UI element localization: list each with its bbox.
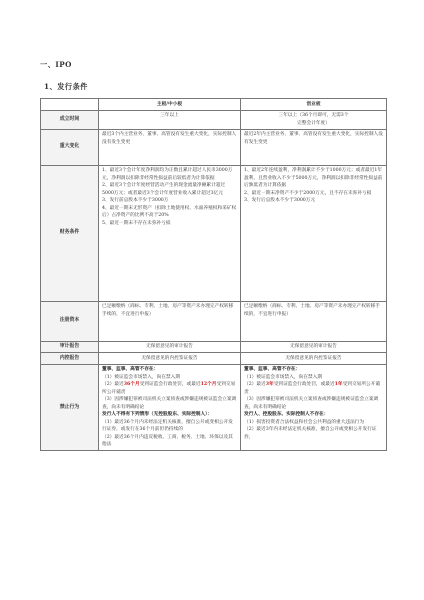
cell-line: （1）损害投资者合法权益和社会公共利益的重大违法行为 <box>244 419 365 425</box>
cell-line: （2）最近36个月内违反税收、工商、税务、土地、环保以及其他法 <box>102 434 233 447</box>
cell-line: 4、最近一期末无形资产（扣除土地使用权、水面养殖权和采矿权后）占净资产的比例不高于20% <box>102 205 237 218</box>
cell-line: 完整会计年度） <box>297 120 330 126</box>
row-label: 审计报告 <box>41 341 99 353</box>
cell-line: （2）最近3年内未经法定机关核准，擅自公开或变相公开发行证券， <box>244 427 377 440</box>
cell-line: （1）最近36个月内未经法定机关核准，擅自公开或变相公开发行证券，或发行在36个月前但仍持续的 <box>102 419 233 432</box>
table-row-financial <box>41 165 387 301</box>
table-row-audit-report <box>41 341 387 353</box>
text-part: 受到证监会行政处罚，或最近 <box>139 382 201 387</box>
cell-gem <box>241 110 387 129</box>
cell-main: 无保留意见的审计报告 <box>99 341 241 353</box>
cell-main: 最近3个内主营业务、董事、高管没有发生重大变化，实际控制人没有发生变更 <box>99 129 241 165</box>
row-label: 财务条件 <box>41 165 99 301</box>
table-row-prohibited <box>41 364 387 451</box>
cell-line <box>102 381 237 396</box>
table-row-establishment <box>41 110 387 129</box>
cell-line: 1、最近3个会计年度净利润均为正数且累计超过人民币3000万元，净利润以扣除非经常性损益前后较低者为计算依据 <box>102 168 233 181</box>
cell-heading: 发行人、控股股东、实际控制人不存在： <box>244 412 329 417</box>
cell-line: （3）因涉嫌犯罪被司法机关立案侦查或涉嫌违规被证监会立案调查，尚未有明确结论 <box>244 397 379 410</box>
cell-line: 3、发行前总股本不少于3000万 <box>102 198 169 203</box>
cell-gem: 已足额缴纳（商标、专利、土地、房产等资产未办理完产权转移手续的，不宜进行申报） <box>241 301 387 341</box>
text-part: 受到交易所公开谴责 <box>102 382 236 395</box>
cell-gem: 无保留意见的内控鉴证报告 <box>241 353 387 365</box>
header-gem-board: 创业板 <box>241 99 387 111</box>
cell-main: 三年以上 <box>99 110 241 129</box>
table-row-registered-capital <box>41 301 387 341</box>
cell-line: （3）因涉嫌犯罪被司法机关立案侦查或涉嫌违规被证监会立案调查，尚未有明确结论 <box>102 397 237 410</box>
section-title: 一、IPO <box>40 60 72 69</box>
cell-main <box>99 165 241 301</box>
text-part: 受到证监会行政处罚，或最近 <box>273 382 335 387</box>
table-header-row <box>41 99 387 111</box>
table-row-internal-control <box>41 353 387 365</box>
cell-line: 3、发行后总股本不少于3000万元 <box>244 198 316 203</box>
cell-line: （1）被证监会市场禁入，尚在禁入期 <box>244 374 322 380</box>
comparison-table <box>40 98 387 451</box>
highlight-red: 3年 <box>265 382 274 387</box>
row-label: 禁止行为 <box>41 364 99 451</box>
highlight-red: 1年 <box>334 382 343 387</box>
header-main-board: 主板/中小板 <box>99 99 241 111</box>
header-empty <box>41 99 99 111</box>
cell-line: 1、最近2年连续盈利，净利润累计不少于1000万元；或者最近1年盈利，且营业收入不少于5000万元，净利润以扣除非经常性损益前后孰低者为计算依据 <box>244 168 383 188</box>
cell-heading: 董事、监事、高管不存在： <box>244 367 301 372</box>
highlight-red: 36个月 <box>123 382 140 387</box>
cell-heading: 发行人不得有下列情形（无控股股东、实际控制人）： <box>102 412 213 417</box>
cell-line: 2、最近3个会计年度经营活动产生的现金流量净额累计超过5000万元；或者最近3个会计年度营业收入累计超过3亿元 <box>102 183 226 196</box>
text-part: 受到交易所公开谴责 <box>244 382 381 395</box>
cell-gem: 无保留意见的审计报告 <box>241 341 387 353</box>
row-label: 内控报告 <box>41 353 99 365</box>
cell-main <box>99 364 241 451</box>
row-label: 注册资本 <box>41 301 99 341</box>
cell-line: 5、最近一期末不存在未弥补亏损 <box>102 220 171 226</box>
cell-main: 已足额缴纳（商标、专利、土地、房产等资产未办理完产权转移手续的，不宜进行申报） <box>99 301 241 341</box>
cell-line: 三年以上（36个月即可，无需3个 <box>278 113 349 118</box>
text-part: （2）最近 <box>102 382 124 387</box>
highlight-red: 12个月 <box>200 382 217 387</box>
row-label: 成立时间 <box>41 110 99 129</box>
cell-gem <box>241 165 387 301</box>
cell-line <box>244 381 383 396</box>
table-row-major-change <box>41 129 387 165</box>
subsection-title: 1、发行条件 <box>44 82 88 91</box>
cell-main: 无保留意见的内控鉴证报告 <box>99 353 241 365</box>
text-part: （2）最近 <box>244 382 266 387</box>
cell-gem: 最近2年内主营业务、董事、高管没有发生重大变化，实际控制人没有发生变更 <box>241 129 387 165</box>
row-label: 重大变化 <box>41 129 99 165</box>
cell-line: 2、最近一期末净资产不少于2000万元，且不存在未弥补亏损 <box>244 190 372 196</box>
cell-gem <box>241 364 387 451</box>
cell-line: （1）被证监会市场禁入，尚在禁入期 <box>102 374 180 380</box>
cell-heading: 董事、监事、高管不存在： <box>102 367 159 372</box>
